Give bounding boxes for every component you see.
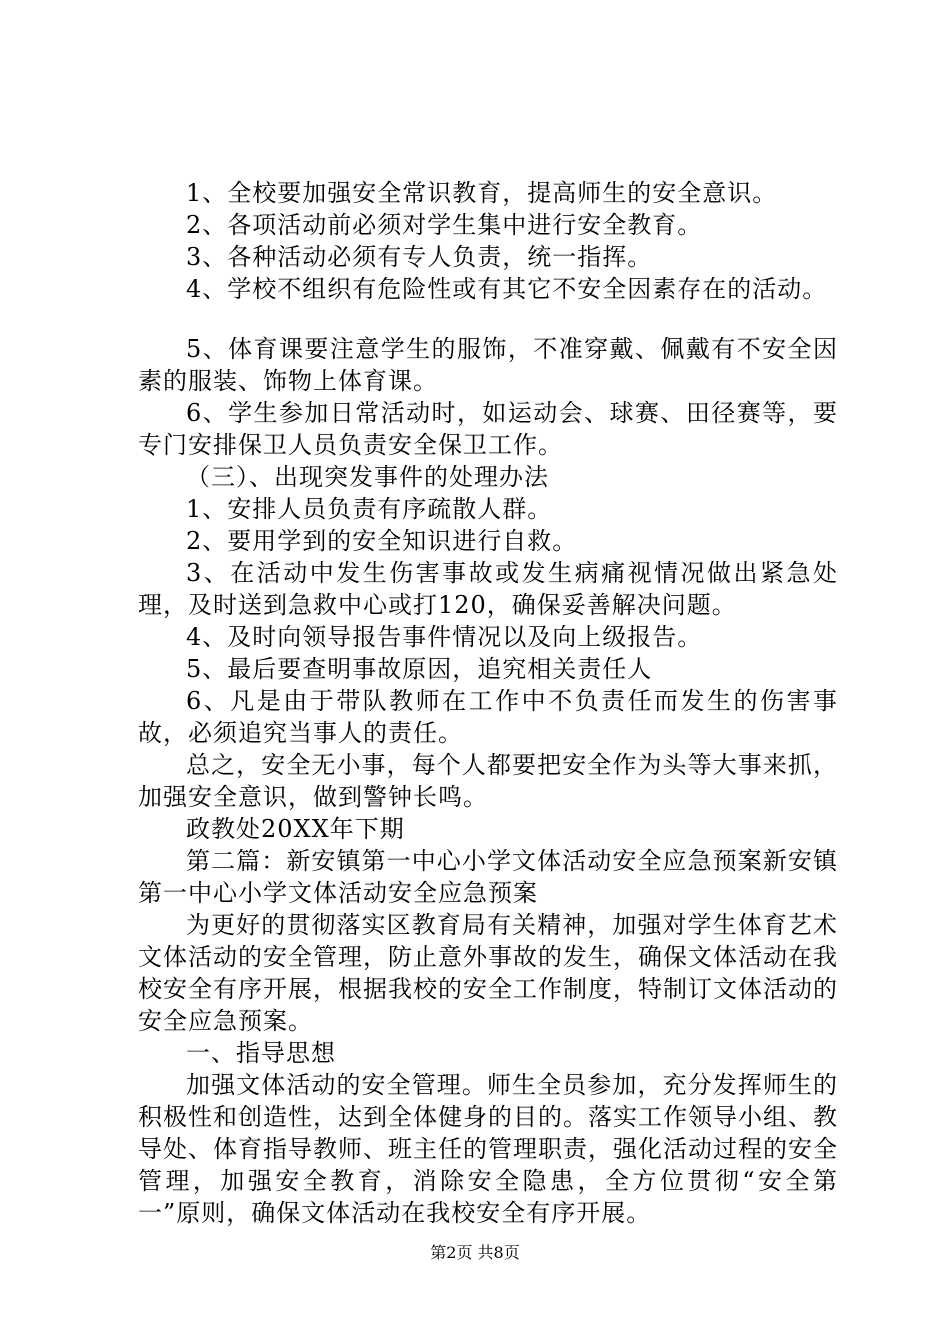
paragraph-emergency-item-5: 5、最后要查明事故原因，追究相关责任人 — [186, 655, 653, 683]
paragraph-safety-item-2: 2、各项活动前必须对学生集中进行安全教育。 — [186, 211, 703, 239]
paragraph-safety-item-1: 1、全校要加强安全常识教育，提高师生的安全意识。 — [186, 179, 778, 207]
paragraph-safety-item-6: 6、学生参加日常活动时，如运动会、球赛、田径赛等，要专门安排保卫人员负责安全保卫工作。 — [138, 399, 838, 459]
paragraph-guiding-idea: 加强文体活动的安全管理。师生全员参加，充分发挥师生的积极性和创造性，达到全体健身的目的。落实工作领导小组、教导处、体育指导教师、班主任的管理职责，强化活动过程的安全管理，加强安全教育，消除安全隐患，全方位贯彻“安全第一”原则，确保文体活动在我校安全有序开展。 — [138, 1071, 838, 1227]
paragraph-signature: 政教处20XX年下期 — [186, 815, 405, 843]
paragraph-summary: 总之，安全无小事，每个人都要把安全作为头等大事来抓，加强安全意识，做到警钟长鸣。 — [138, 751, 838, 811]
section-heading-guiding-idea: 一、指导思想 — [186, 1039, 336, 1067]
paragraph-safety-item-5: 5、体育课要注意学生的服饰，不准穿戴、佩戴有不安全因素的服装、饰物上体育课。 — [138, 335, 838, 395]
page-footer: 第2页 共8页 — [430, 1243, 520, 1262]
paragraph-part-two-intro: 为更好的贯彻落实区教育局有关精神，加强对学生体育艺术文体活动的安全管理，防止意外事故的发生，确保文体活动在我校安全有序开展，根据我校的安全工作制度，特制订文体活动的安全应急预案。 — [138, 911, 838, 1035]
paragraph-emergency-item-6: 6、凡是由于带队教师在工作中不负责任而发生的伤害事故，必须追究当事人的责任。 — [138, 687, 838, 747]
paragraph-part-two-title: 第二篇：新安镇第一中心小学文体活动安全应急预案新安镇第一中心小学文体活动安全应急预案 — [138, 847, 838, 907]
section-heading-emergency: （三）、出现突发事件的处理办法 — [186, 463, 549, 491]
paragraph-emergency-item-3: 3、在活动中发生伤害事故或发生病痛视情况做出紧急处理，及时送到急救中心或打120，确保妥善解决问题。 — [138, 559, 838, 619]
paragraph-emergency-item-2: 2、要用学到的安全知识进行自救。 — [186, 527, 578, 555]
paragraph-emergency-item-1: 1、安排人员负责有序疏散人群。 — [186, 495, 553, 523]
paragraph-safety-item-4: 4、学校不组织有危险性或有其它不安全因素存在的活动。 — [186, 275, 828, 303]
paragraph-emergency-item-4: 4、及时向领导报告事件情况以及向上级报告。 — [186, 623, 703, 651]
document-body — [138, 177, 838, 1229]
paragraph-safety-item-3: 3、各种活动必须有专人负责，统一指挥。 — [186, 243, 653, 271]
